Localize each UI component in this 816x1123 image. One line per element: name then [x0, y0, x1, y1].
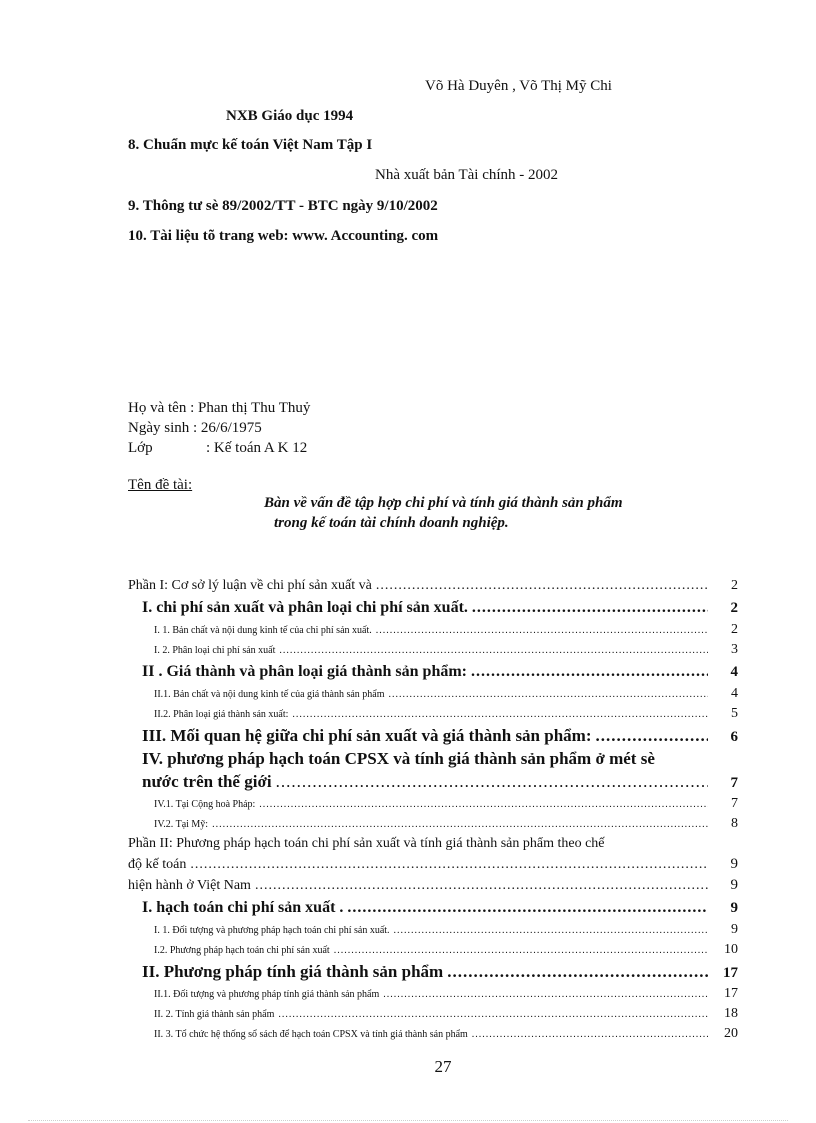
student-class-row: [128, 438, 310, 458]
toc-entry: [128, 1004, 738, 1024]
toc-entry-multiline: [128, 748, 738, 794]
toc-entry: [128, 854, 738, 875]
toc-leader: [472, 1025, 708, 1045]
toc-entry: [128, 596, 738, 620]
toc-entry: [128, 620, 738, 640]
student-dob-label: Ngày sinh :: [128, 420, 198, 436]
toc-entry-page: 20: [724, 1026, 738, 1041]
toc-entry-page: 2: [731, 622, 738, 637]
toc-entry-label: II . Giá thành và phân loại giá thành sản phẩm:: [142, 663, 467, 680]
toc-entry-label-line1: IV. phương pháp hạch toán CPSX và tính giá thành sản phẩm ở mét sè: [142, 749, 655, 768]
footer-divider: [28, 1120, 788, 1121]
toc-entry-page: 10: [724, 942, 738, 957]
toc-entry: [128, 984, 738, 1004]
toc-entry-label: II. 3. Tổ chức hệ thống sổ sách để hạch toán CPSX và tính giá thành sản phẩm: [154, 1029, 468, 1040]
toc-entry-page: 3: [731, 642, 738, 657]
student-dob-row: [128, 418, 310, 438]
topic-line-2: trong kế toán tài chính doanh nghiệp.: [274, 515, 509, 531]
student-dob-value: 26/6/1975: [200, 420, 262, 436]
toc-leader: [190, 854, 708, 875]
toc-leader: [292, 705, 708, 725]
toc-entry-page: 9: [730, 900, 738, 916]
toc-entry-page: 7: [731, 796, 738, 811]
toc-entry-label: II. Phương pháp tính giá thành sản phẩm: [142, 962, 444, 981]
toc-entry: [128, 875, 738, 896]
toc-entry-label: II.2. Phân loại giá thành sản xuất:: [154, 709, 289, 720]
toc-entry: [128, 1024, 738, 1044]
toc-entry-label: IV.1. Tại Cộng hoà Pháp:: [154, 799, 256, 810]
toc-entry: [128, 660, 738, 684]
toc-leader: [347, 896, 708, 920]
toc-entry-label-line1: Phần II: Phương pháp hạch toán chi phí sản xuất và tính giá thành sản phẩm theo chế: [128, 836, 605, 851]
toc-leader: [278, 1005, 708, 1025]
toc-entry-label: độ kế toán: [128, 857, 187, 872]
toc-leader: [276, 770, 708, 794]
toc-entry-label: II.1. Đối tượng và phương pháp tính giá thành sản phẩm: [154, 989, 380, 1000]
toc-entry-label: II.1. Bản chất và nội dung kinh tế của giá thành sản phẩm: [154, 689, 385, 700]
toc-entry: [128, 724, 738, 748]
reference-item-10: 10. Tài liệu tõ trang web: www. Accounting. com: [128, 228, 439, 244]
toc-entry-label: I. 1. Đối tượng và phương pháp hạch toán chi phí sản xuất.: [154, 925, 390, 936]
toc-leader: [472, 596, 708, 620]
toc-entry-page: 17: [724, 986, 738, 1001]
student-name-value: Phan thị Thu Thuỷ: [197, 400, 311, 416]
toc-leader: [259, 795, 708, 815]
toc-entry: [128, 794, 738, 814]
toc-entry-page: 4: [730, 664, 738, 680]
toc-entry-page: 9: [731, 922, 738, 937]
toc-entry-page: 8: [731, 816, 738, 831]
toc-entry-label: nước trên thế giới: [142, 772, 272, 791]
reference-publisher-1994: NXB Giáo dục 1994: [226, 108, 354, 124]
toc-leader: [389, 685, 709, 705]
toc-entry-label: IV.2. Tại Mỹ:: [154, 819, 209, 830]
toc-entry-page: 17: [723, 965, 738, 981]
toc-leader: [212, 815, 708, 835]
table-of-contents: [128, 575, 738, 1044]
toc-entry-page: 4: [731, 686, 738, 701]
toc-entry: [128, 920, 738, 940]
page-number: 27: [434, 1057, 452, 1076]
toc-entry: [142, 770, 738, 794]
toc-entry-page: 9: [730, 856, 738, 872]
toc-leader: [447, 960, 708, 984]
toc-entry-multiline: [128, 834, 738, 875]
topic-heading: Tên đề tài:: [128, 477, 193, 493]
toc-entry: [128, 896, 738, 920]
toc-leader: [255, 875, 708, 896]
student-name-row: [128, 398, 310, 418]
toc-entry: [128, 575, 738, 596]
toc-leader: [471, 660, 708, 684]
toc-leader: [394, 921, 708, 941]
toc-leader: [334, 941, 708, 961]
toc-entry-label: I. hạch toán chi phí sản xuất .: [142, 899, 344, 916]
toc-leader: [383, 985, 708, 1005]
student-class-label: Lớp: [128, 440, 153, 456]
toc-leader: [279, 641, 708, 661]
student-name-label: Họ và tên :: [128, 400, 195, 416]
toc-entry-page: 5: [731, 706, 738, 721]
toc-leader: [376, 621, 708, 641]
toc-entry-label: Phần I: Cơ sở lý luận về chi phí sản xuất và: [128, 578, 372, 593]
reference-item-9: 9. Thông tư sè 89/2002/TT - BTC ngày 9/10/2002: [128, 198, 438, 214]
reference-publisher-2002: Nhà xuất bản Tài chính - 2002: [375, 167, 559, 183]
toc-entry: [128, 814, 738, 834]
toc-entry-page: 2: [731, 578, 738, 593]
toc-entry: [128, 640, 738, 660]
toc-leader: [376, 575, 708, 596]
toc-entry-label: II. 2. Tính giá thành sản phẩm: [154, 1009, 275, 1020]
reference-authors: Võ Hà Duyên , Võ Thị Mỹ Chi: [425, 78, 612, 94]
toc-entry: [128, 960, 738, 984]
student-class-value: : Kế toán A K 12: [206, 440, 308, 456]
toc-entry-label: I. chi phí sản xuất và phân loại chi phí sản xuất.: [142, 599, 468, 616]
topic-line-1: Bàn về vấn đề tập hợp chi phí và tính giá thành sản phẩm: [264, 495, 623, 511]
reference-item-8: 8. Chuẩn mực kế toán Việt Nam Tập I: [128, 137, 373, 153]
toc-entry-page: 9: [730, 877, 738, 893]
toc-entry: [128, 940, 738, 960]
toc-entry: [128, 684, 738, 704]
toc-entry: [128, 704, 738, 724]
toc-entry-page: 18: [724, 1006, 738, 1021]
toc-entry-label: I. 2. Phân loại chi phí sản xuất: [154, 645, 276, 656]
toc-entry-label: I. 1. Bản chất và nội dung kinh tế của chi phí sản xuất.: [154, 625, 372, 636]
toc-leader: [596, 724, 709, 748]
toc-entry-page: 7: [730, 775, 738, 791]
toc-entry-label: I.2. Phương pháp hạch toán chi phí sản xuất: [154, 945, 330, 956]
toc-entry-label: III. Mối quan hệ giữa chi phí sản xuất và giá thành sản phẩm:: [142, 726, 592, 745]
toc-entry-label: hiện hành ở Việt Nam: [128, 878, 251, 893]
toc-entry-page: 6: [730, 729, 738, 745]
student-info: [128, 398, 310, 458]
toc-entry-page: 2: [730, 600, 738, 616]
